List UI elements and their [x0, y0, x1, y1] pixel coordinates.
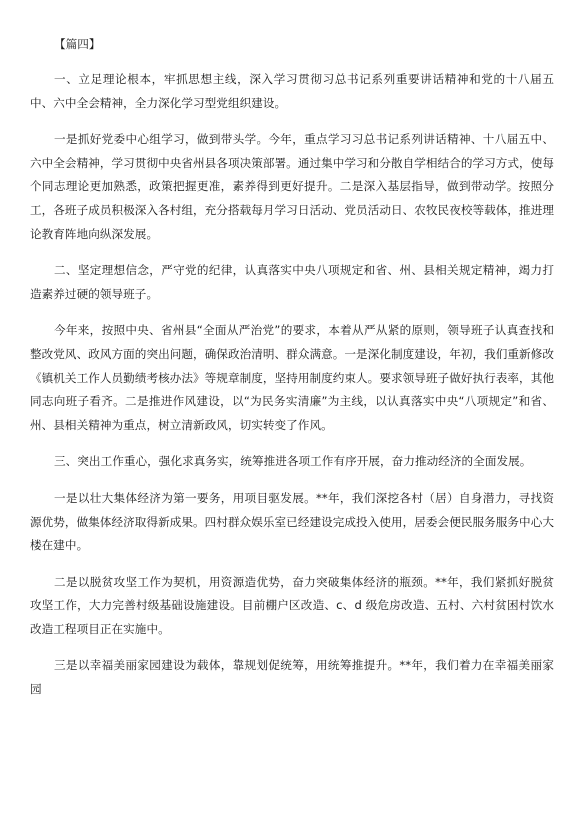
paragraph-7: 二是以脱贫攻坚工作为契机，用资源造优势，奋力突破集体经济的瓶颈。**年，我们紧抓好脱贫攻坚工作，大力完善村级基础设施建设。目前棚户区改造、c、d 级危房改造、五村、六村贫困村饮水改造工程项目正在实施中。 — [30, 574, 554, 636]
paragraph-1: 一、立足理论根本，牢抓思想主线，深入学习贯彻习总书记系列重要讲话精神和党的十八届五中、六中全会精神，全力深化学习型党组织建设。 — [30, 72, 554, 110]
paragraph-5: 三、突出工作重心，强化求真务实，统筹推进各项工作有序开展，奋力推动经济的全面发展。 — [54, 454, 532, 469]
paragraph-4: 今年来，按照中央、省州县“全面从严治党”的要求，本着从严从紧的原则，领导班子认真查找和整改党风、政风方面的突出问题，确保政治清明、群众满意。一是深化制度建设，年初，我们重新修改《镇机关工作人员勤绩考核办法》等规章制度，坚持用制度约束人。要求领导班子做好执行表率，其他同志向班子看齐。二是推进作风建设，以“为民务实清廉”为主线，以认真落实中央“八项规定”和省、州、县相关精神为重点，树立清新政风，切实转变了作风。 — [30, 323, 554, 432]
section-tag: 【篇四】 — [54, 37, 101, 51]
paragraph-2: 一是抓好党委中心组学习，做到带头学。今年，重点学习习总书记系列讲话精神、十八届五中、六中全会精神，学习贯彻中央省州县各项决策部署。通过集中学习和分散自学相结合的学习方式，使每个同志理论更加熟悉，政策把握更准，素养得到更好提升。二是深入基层指导，做到带动学。按照分工，各班子成员积极深入各村组，充分搭载每月学习日活动、党员活动日、农牧民夜校等载体，推进理论教育阵地向纵深发展。 — [30, 132, 554, 241]
paragraph-6: 一是以壮大集体经济为第一要务，用项目驱发展。**年，我们深挖各村（居）自身潜力，寻找资源优势，做集体经济取得新成果。四村群众娱乐室已经建设完成投入使用，居委会便民服务服务中心大楼在建中。 — [30, 490, 554, 553]
paragraph-8: 三是以幸福美丽家园建设为载体，靠规划促统筹，用统筹推提升。**年，我们着力在幸福美丽家园 — [30, 658, 554, 697]
paragraph-3: 二、坚定理想信念，严守党的纪律，认真落实中央八项规定和省、州、县相关规定精神，竭力打造素养过硬的领导班子。 — [30, 263, 554, 301]
